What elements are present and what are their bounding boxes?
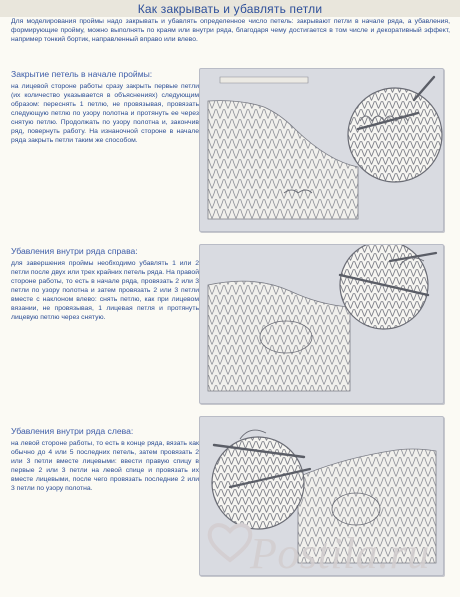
knitting-bind-off-icon — [200, 69, 443, 231]
section-heading: Убавления внутри ряда слева: — [11, 426, 134, 436]
knitting-decrease-right-icon — [200, 245, 443, 403]
section-closing-stitches — [11, 69, 199, 146]
decrease-right-illustration — [199, 244, 444, 404]
section-heading: Закрытие петель в начале проймы: — [11, 69, 153, 79]
closing-stitches-illustration — [199, 68, 444, 232]
heart-icon — [206, 518, 254, 566]
section-decrease-right — [11, 246, 199, 323]
page-title: Как закрывать и убавлять петли — [137, 2, 323, 16]
section-decrease-left — [11, 426, 199, 493]
section-heading: Убавления внутри ряда справа: — [11, 246, 138, 256]
section-body: на лицевой стороне работы сразу закрыть первые петли (их количество указывается в объяснениях) следующим образом: переснять 1 петлю, не провязывая, провязать следующую петлю по узору полотна и протянуть ее через снятую петлю. Продолжать по узору полотна и, закончив ряд, повернуть работу. На изнаночной стороне в начале ряда закрыть петли таким же способом. — [11, 82, 199, 145]
watermark: Postila.ru — [250, 529, 430, 578]
intro-text: Для моделирования проймы надо закрывать и убавлять определенное число петель: закрывают петли в начале ряда, а убавления, формирующие пройму, можно выполнять по краям или внутри ряда, благодаря чему достигается в том числе и декоративный эффект, например тонкий бортик, направленный вправо или влево. — [11, 18, 450, 44]
section-body: на левой стороне работы, то есть в конце ряда, вязать как обычно до 4 или 5 последних петель, затем провязать 2 или 3 петли вместе лицевыми: ввести правую спицу в первые 2 или 3 петли на левой спице и провязать их вместе лицевыми, после чего провязать последние 2 или 3 петли по узору полотна. — [11, 439, 199, 493]
section-body: для завершения проймы необходимо убавлять 1 или 2 петли после двух или трех крайних петель ряда. На правой стороне работы, то есть в начале ряда, провязать 2 или 3 петли по узору полотна и затем провязать 2 или 3 петли вместе с наклоном влево: снять петлю, как при лицевом вязании, не провязывая, 1 лицевая петля и протянуть лицевую петлю через снятую. — [11, 259, 199, 322]
